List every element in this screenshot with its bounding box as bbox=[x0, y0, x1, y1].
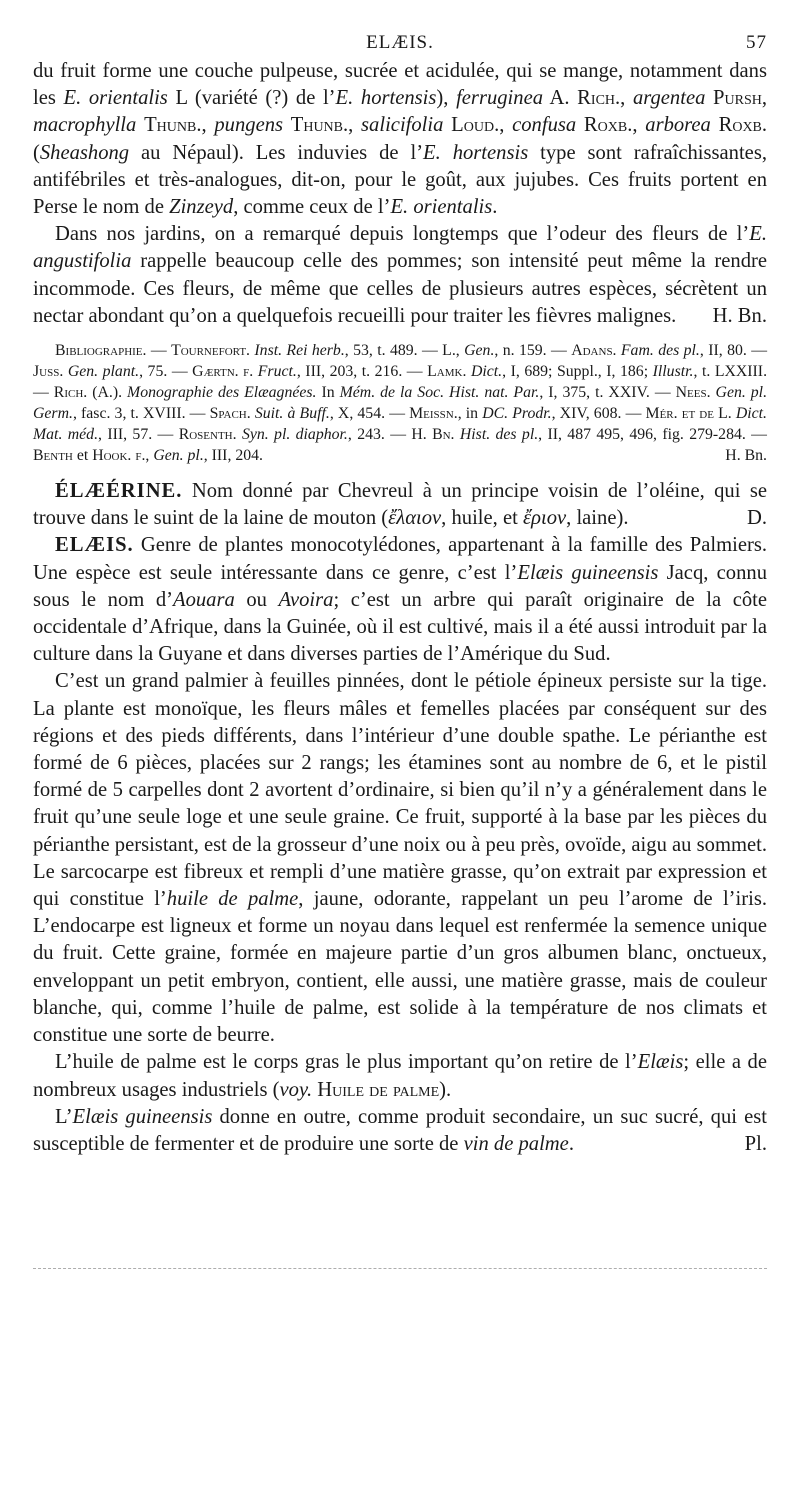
footer-rule bbox=[33, 1268, 767, 1271]
author-signature: Pl. bbox=[744, 1132, 767, 1155]
bibliography: Bibliographie. — Tournefort. Inst. Rei herb., 53, t. 489. — L., Gen., n. 159. — Adans. Fam. des pl., II, 80. — Juss. Gen. plant., 75. — Gærtn. f. Fruct., III, 203, t. 216. — Lamk. Dict., I, 689; Suppl., I, 186; Illustr., t. LXXIII. — Rich. (A.). Monographie des Elæagnées. In Mém. de la Soc. Hist. nat. Par., I, 375, t. XXIV. — Nees. Gen. pl. Germ., fasc. 3, t. XVIII. — Spach. Suit. à Buff., X, 454. — Meissn., in DC. Prodr., XIV, 608. — Mér. et de L. Dict. Mat. méd., III, 57. — Rosenth. Syn. pl. diaphor., 243. — H. Bn. Hist. des pl., II, 487 495, 496, fig. 279-284. — Benth et Hook. f., Gen. pl., III, 204. H. Bn. bbox=[33, 342, 768, 465]
running-title: ELÆIS. bbox=[366, 32, 434, 53]
article-body bbox=[33, 58, 767, 1158]
entry-elaeerine: ÉLÆÉRINE. Nom donné par Chevreul à un principe voisin de l’oléine, qui se trouve dans le suint de la laine de mouton (ἔλαιον, huile, et ἔριον, laine). D. bbox=[33, 478, 767, 532]
entry-elaeis: ELÆIS. Genre de plantes monocotylédones, appartenant à la famille des Palmiers. Une espèce est seule intéressante dans ce genre, c’est l’Elæis guineensis Jacq, connu sous le nom d’Aouara ou Avoira; c’est un arbre qui paraît originaire de la côte occidentale d’Afrique, dans la Guinée, où il est cultivé, mais il a été aussi introduit par la culture dans la Guyane et dans diverses parties de l’Amérique du Sud. bbox=[33, 534, 768, 666]
entry-headword: ÉLÆÉRINE. bbox=[55, 480, 183, 503]
paragraph-description: C’est un grand palmier à feuilles pinnées, dont le pétiole épineux persiste sur la tige. La plante est monoïque, les fleurs mâles et femelles placées par conséquent sur des régions et des pieds différents, dans l’intérieur d’une double spathe. Le périanthe est formé de 6 pièces, placées sur 2 rangs; les étamines sont au nombre de 6, et le pistil formé de 5 carpelles dont 2 avortent d’ordinaire, si bien qu’il n’y a généralement dans le fruit qu’une seule loge et une seule graine. Ce fruit, supporté à la base par les pièces du périanthe persistant, est de la grosseur d’une noix ou à peu près, ovoïde, aigu au sommet. Le sarcocarpe est fibreux et rempli d’une matière grasse, qu’on extrait par expression et qui constitue l’huile de palme, jaune, odorante, rappelant un peu l’arome de l’iris. L’endocarpe est ligneux et forme un noyau dans lequel est renfermée la semence unique du fruit. Cette graine, formée en majeure partie d’un gros albumen blanc, onctueux, enveloppant un petit embryon, contient, elle aussi, une matière grasse, mais de couleur blanche, qui, comme l’huile de palme, est solide à la température de nos climats et constitue une sorte de beurre. bbox=[33, 670, 768, 1047]
page-number: 57 bbox=[746, 32, 767, 53]
author-signature: D. bbox=[746, 507, 767, 530]
paragraph-fruit: du fruit forme une couche pulpeuse, sucrée et acidulée, qui se mange, notamment dans les E. orientalis L (variété (?) de l’E. hortensis), ferruginea A. Rich., argentea Pursh, macrophylla Thunb., pungens Thunb., salicifolia Loud., confusa Roxb., arborea Roxb. (Sheashong au Népaul). Les induvies de l’E. hortensis type sont rafraîchissantes, antifébriles et très-analogues, dit-on, pour le goût, aux jujubes. Ces fruits portent en Perse le nom de Zinzeyd, comme ceux de l’E. orientalis. bbox=[33, 60, 768, 219]
entry-headword: ELÆIS. bbox=[55, 534, 134, 557]
page-header bbox=[33, 28, 767, 58]
author-signature: H. Bn. bbox=[712, 304, 767, 327]
page bbox=[33, 28, 767, 1271]
paragraph-palm-oil: L’huile de palme est le corps gras le plus important qu’on retire de l’Elæis; elle a de nombreux usages industriels (voy. Huile de palme). bbox=[33, 1051, 767, 1101]
author-signature: H. Bn. bbox=[725, 447, 767, 465]
paragraph-palm-wine: L’Elæis guineensis donne en outre, comme produit secondaire, un suc sucré, qui est susceptible de fermenter et de produire une sorte de vin de palme. Pl. bbox=[33, 1104, 767, 1158]
paragraph-odor: Dans nos jardins, on a remarqué depuis longtemps que l’odeur des fleurs de l’E. angustifolia rappelle beaucoup celle des pommes; son intensité peut même la rendre incommode. Ces fleurs, de même que celles de plusieurs autres espèces, sécrètent un nectar abondant qu’on a quelquefois recueilli pour traiter les fièvres malignes. H. Bn. bbox=[33, 221, 767, 330]
